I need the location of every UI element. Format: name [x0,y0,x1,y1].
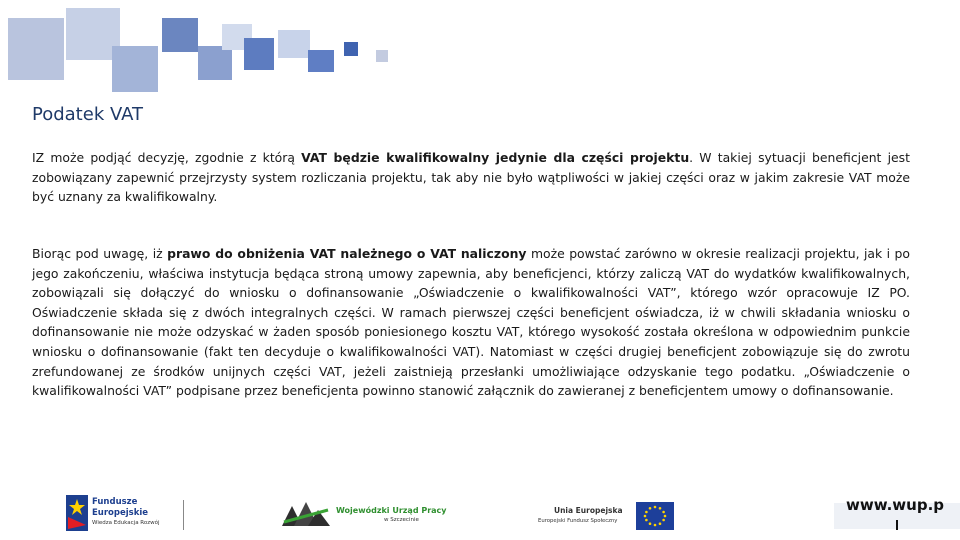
paragraph-1 [32,148,910,207]
deco-square [308,50,334,72]
paragraph-1-bold: VAT będzie kwalifikowalny jedynie dla części projektu [301,150,690,165]
deco-square [198,46,232,80]
deco-square [112,46,158,92]
paragraph-2-text-2: może powstać zarówno w okresie realizacji projektu, jak i po jego zakończeniu, właściwa instytucja będąca stroną umowy zapewnia, aby beneficjenci, którzy zaliczą VAT do wydatków kwalifikowalnych, zobowiązali się dołączyć do wniosku o dofinansowanie „Oświadczenie o kwalifikowalności VAT”, którego wzór opracowuje IZ PO. Oświadczenie składa się z dwóch integralnych części. W ramach pierwszej części beneficjent oświadcza, iż w chwili składania wniosku o dofinansowanie nie może odzyskać w żaden sposób poniesionego kosztu VAT, którego wysokość została określona w odpowiednim punkcie wniosku o dofinansowanie (fakt ten decyduje o kwalifikowalności VAT). Natomiast w części drugiej beneficjent zobowiązuje się do zwrotu zrefundowanej ze środków unijnych części VAT, jeżeli zaistnieją przesłanki umożliwiające odzyskanie tego podatku. „Oświadczenie o kwalifikowalności VAT” podpisane przez beneficjenta powinno stanowić załącznik do zawieranej z beneficjentem umowy o dofinansowanie. [32,246,910,399]
paragraph-2-bold: prawo do obniżenia VAT należnego o VAT naliczony [167,246,527,261]
deco-square [376,50,388,62]
deco-square [8,18,64,80]
paragraph-2 [32,244,910,401]
fe-line1: Fundusze [92,497,138,507]
fe-star-icon [66,495,88,531]
deco-square [344,42,358,56]
eu-flag-icon [636,502,674,530]
website-link[interactable]: www.wup.p [846,496,945,514]
fe-line2: Europejskie [92,508,149,518]
wup-line1: Wojewódzki Urząd Pracy [336,506,447,515]
ue-efs-logo [538,501,678,533]
deco-square [162,18,198,52]
fundusze-europejskie-logo [66,493,182,533]
paragraph-2-text: Biorąc pod uwagę, iż [32,246,168,261]
wup-logo [280,500,447,532]
paragraph-1-text-2: . W takiej sytuacji beneficjent jest zobowiązany zapewnić przejrzysty system rozliczania projektu, tak aby nie było wątpliwości w jakiej części oraz w jakim zakresie VAT może być uznany za kwalifikowalny. [32,150,910,205]
paragraph-1-text: IZ może podjąć decyzję, zgodnie z którą [32,150,302,165]
fe-line3: Wiedza Edukacja Rozwój [92,520,160,526]
url-cursor-mark [896,520,898,530]
deco-square [244,38,274,70]
ue-line2: Europejski Fundusz Społeczny [538,518,618,524]
slide-title: Podatek VAT [32,104,144,125]
ue-line1: Unia Europejska [554,506,623,515]
footer-divider [183,500,184,530]
wup-line2: w Szczecinie [384,517,419,523]
deco-square [278,30,310,58]
wup-emblem-icon [280,500,334,528]
